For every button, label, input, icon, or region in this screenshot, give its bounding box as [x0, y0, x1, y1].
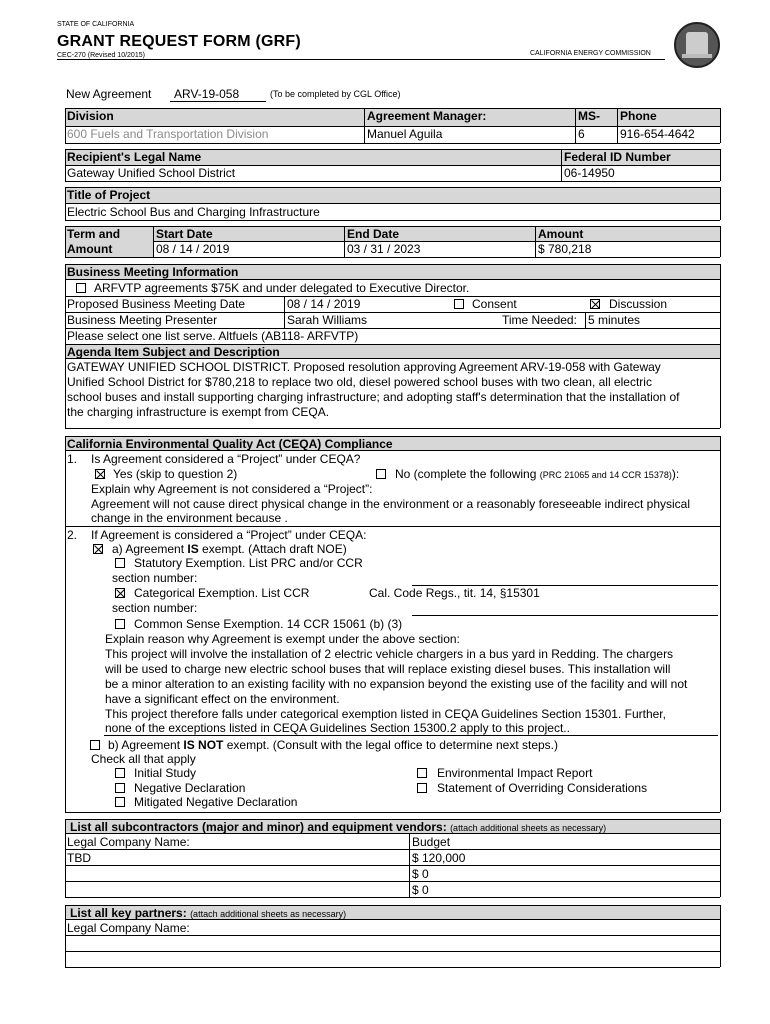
agreement-number[interactable]: ARV-19-058 — [174, 87, 240, 101]
sub-name-field[interactable]: TBD — [67, 851, 91, 865]
sub-budget-label: Budget — [412, 835, 451, 849]
ms-field[interactable]: 6 — [578, 127, 585, 141]
subcontractors-header: List all subcontractors (major and minor) and equipment vendors: (attach additional sheets as necessary) — [70, 820, 607, 834]
explain-not-project-label: Explain why Agreement is not considered a “Project”: — [91, 482, 373, 496]
new-agreement-label: New Agreement — [66, 87, 152, 101]
state-label: STATE OF CALIFORNIA — [57, 21, 135, 28]
consent-checkbox[interactable] — [454, 299, 464, 309]
q2-number: 2. — [67, 528, 78, 542]
reason-line[interactable]: will be used to charge new electric school buses that will replace existing diesel buses. This installation will — [105, 662, 671, 676]
agency-name: CALIFORNIA ENERGY COMMISSION — [530, 50, 651, 57]
categorical-checkbox[interactable] — [115, 588, 125, 598]
is-not-exempt-label: b) Agreement IS NOT exempt. (Consult with the legal office to determine next steps.) — [108, 738, 559, 752]
categorical-label: Categorical Exemption. List CCR — [134, 586, 310, 600]
categorical-section-field[interactable]: Cal. Code Regs., tit. 14, §15301 — [369, 586, 540, 600]
agenda-line[interactable]: school buses and install supporting charging infrastructure; and adopting staff's determination that the installation of — [67, 390, 680, 404]
agreement-manager-label: Agreement Manager: — [367, 109, 487, 123]
reason-line[interactable]: This project therefore falls under categorical exemption listed in CEQA Guidelines Section 15301. Further, — [105, 707, 666, 721]
presenter-label: Business Meeting Presenter — [67, 313, 218, 327]
agenda-line[interactable]: GATEWAY UNIFIED SCHOOL DISTRICT. Proposed resolution approving Agreement ARV-19-058 with Gateway — [67, 360, 661, 374]
federal-id-field[interactable]: 06-14950 — [564, 166, 615, 180]
eir-label: Environmental Impact Report — [437, 766, 593, 780]
explain-reason-label: Explain reason why Agreement is exempt under the above section: — [105, 632, 460, 646]
q1-text: Is Agreement considered a “Project” under CEQA? — [91, 452, 361, 466]
mitigated-declaration-checkbox[interactable] — [115, 797, 125, 807]
negative-declaration-checkbox[interactable] — [115, 783, 125, 793]
amount-field[interactable]: $ 780,218 — [538, 242, 592, 256]
check-all-label: Check all that apply — [91, 752, 196, 766]
term-label-line2: Amount — [67, 242, 113, 256]
end-date-field[interactable]: 03 / 31 / 2023 — [347, 242, 421, 256]
cgl-office-note: (To be completed by CGL Office) — [270, 89, 401, 99]
reason-line[interactable]: have a significant effect on the environment. — [105, 692, 340, 706]
q1-yes-checkbox[interactable] — [95, 469, 105, 479]
project-title-label: Title of Project — [67, 188, 151, 202]
categorical-section-label: section number: — [112, 601, 198, 615]
is-not-exempt-checkbox[interactable] — [90, 740, 100, 750]
q1-yes-label: Yes (skip to question 2) — [113, 467, 238, 481]
partners-header: List all key partners: (attach additional sheets as necessary) — [70, 906, 347, 920]
q1-number: 1. — [67, 452, 78, 466]
partner-name-label: Legal Company Name: — [67, 921, 190, 935]
agenda-line[interactable]: the charging infrastructure is exempt from CEQA. — [67, 405, 330, 419]
time-needed-field[interactable]: 5 minutes — [588, 313, 641, 327]
sub-budget-field[interactable]: $ 0 — [412, 867, 429, 881]
mitigated-declaration-label: Mitigated Negative Declaration — [134, 795, 298, 809]
phone-label: Phone — [620, 109, 657, 123]
initial-study-label: Initial Study — [134, 766, 197, 780]
term-label-line1: Term and — [67, 227, 121, 241]
common-sense-checkbox[interactable] — [115, 619, 125, 629]
overriding-checkbox[interactable] — [417, 783, 427, 793]
division-field[interactable]: 600 Fuels and Transportation Division — [67, 127, 269, 141]
sub-name-label: Legal Company Name: — [67, 835, 190, 849]
end-date-label: End Date — [347, 227, 400, 241]
not-project-text[interactable]: change in the environment because . — [91, 511, 288, 525]
is-exempt-label: a) Agreement IS exempt. (Attach draft NOE) — [112, 542, 347, 556]
consent-label: Consent — [472, 297, 517, 311]
partner-name-field[interactable] — [66, 936, 719, 950]
sub-budget-field[interactable]: $ 120,000 — [412, 851, 466, 865]
q1-no-label: No (complete the following (PRC 21065 and 14 CCR 15378)): — [395, 467, 680, 481]
header-divider — [57, 59, 665, 60]
common-sense-label: Common Sense Exemption. 14 CCR 15061 (b) (3) — [134, 617, 403, 631]
agenda-line[interactable]: Unified School District for $780,218 to replace two old, diesel powered school buses with two clean, all electric — [67, 375, 652, 389]
federal-id-label: Federal ID Number — [564, 150, 671, 164]
initial-study-checkbox[interactable] — [115, 768, 125, 778]
amount-label: Amount — [538, 227, 584, 241]
ceqa-header: California Environmental Quality Act (CEQA) Compliance — [67, 437, 393, 451]
sub-budget-field[interactable]: $ 0 — [412, 883, 429, 897]
form-title: GRANT REQUEST FORM (GRF) — [57, 33, 301, 50]
statutory-section-label: section number: — [112, 571, 198, 585]
agenda-header: Agenda Item Subject and Description — [67, 345, 280, 359]
reason-line[interactable]: This project will involve the installation of 2 electric vehicle chargers in a bus yard in Redding. The chargers — [105, 647, 674, 661]
meeting-date-field[interactable]: 08 / 14 / 2019 — [287, 297, 361, 311]
recipient-field[interactable]: Gateway Unified School District — [67, 166, 236, 180]
statutory-checkbox[interactable] — [115, 558, 125, 568]
eir-checkbox[interactable] — [417, 768, 427, 778]
is-exempt-checkbox[interactable] — [93, 544, 103, 554]
phone-field[interactable]: 916-654-4642 — [620, 127, 695, 141]
agreement-manager-field[interactable]: Manuel Aguila — [367, 127, 443, 141]
business-meeting-header: Business Meeting Information — [67, 265, 239, 279]
statutory-label: Statutory Exemption. List PRC and/or CCR — [134, 556, 363, 570]
discussion-label: Discussion — [609, 297, 668, 311]
meeting-date-label: Proposed Business Meeting Date — [67, 297, 246, 311]
arfvtp-checkbox[interactable] — [76, 283, 86, 293]
q1-no-checkbox[interactable] — [376, 469, 386, 479]
ms-label: MS- — [578, 109, 600, 123]
division-label: Division — [67, 109, 114, 123]
start-date-field[interactable]: 08 / 14 / 2019 — [156, 242, 230, 256]
partner-name-field[interactable] — [66, 952, 719, 966]
presenter-field[interactable]: Sarah Williams — [287, 313, 368, 327]
q2-text: If Agreement is considered a “Project” under CEQA: — [91, 528, 367, 542]
negative-declaration-label: Negative Declaration — [134, 781, 246, 795]
commission-seal-icon — [674, 22, 720, 68]
time-needed-label: Time Needed: — [502, 313, 577, 327]
recipient-label: Recipient's Legal Name — [67, 150, 202, 164]
reason-line[interactable]: none of the exceptions listed in CEQA Guidelines Section 15300.2 apply to this project.. — [105, 721, 570, 735]
discussion-checkbox[interactable] — [590, 299, 600, 309]
project-title-field[interactable]: Electric School Bus and Charging Infrastructure — [67, 205, 320, 219]
list-serve-select[interactable]: Please select one list serve. Altfuels (AB118- ARFVTP) — [67, 329, 359, 343]
reason-line[interactable]: be a minor alteration to an existing facility with no expansion beyond the existing use of the facility and will not — [105, 677, 688, 691]
arfvtp-label: ARFVTP agreements $75K and under delegated to Executive Director. — [94, 281, 470, 295]
start-date-label: Start Date — [156, 227, 213, 241]
not-project-text[interactable]: Agreement will not cause direct physical change in the environment or a reasonably foreseeable indirect physical — [91, 497, 690, 511]
form-revision: CEC-270 (Revised 10/2015) — [57, 52, 145, 59]
overriding-label: Statement of Overriding Considerations — [437, 781, 648, 795]
